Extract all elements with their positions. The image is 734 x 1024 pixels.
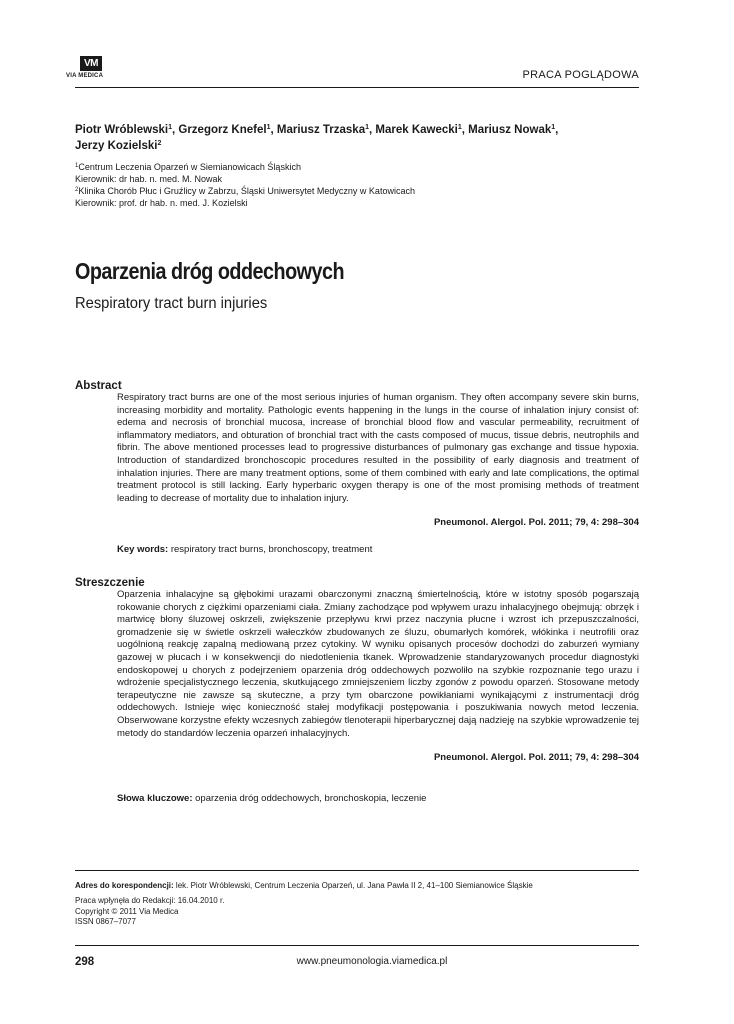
author: Jerzy Kozielski$^2$ [75, 140, 162, 152]
affiliation-line: $^2$Klinika Chorób Płuc i Gruźlicy w Zabrzu, Śląski Uniwersytet Medyczny w Katowicach [75, 186, 415, 196]
page-footer-divider [75, 945, 639, 946]
affiliations [75, 161, 635, 209]
author: Grzegorz Knefel$^1$ [178, 124, 271, 136]
copyright: Copyright © 2011 Via Medica [75, 906, 179, 916]
article-title-english: Respiratory tract burn injuries [75, 295, 268, 312]
correspondence-address [75, 880, 533, 891]
abstract-heading: Abstract [75, 380, 122, 392]
logo-text: VIA MEDICA [66, 73, 104, 79]
keywords-text: respiratory tract burns, bronchoscopy, treatment [170, 544, 373, 555]
affiliation-line: $^1$Centrum Leczenia Oparzeń w Siemianowicach Śląskich [75, 162, 301, 172]
correspondence-label: Adres do korespondencji: [75, 881, 174, 890]
article-title: Oparzenia dróg oddechowych [75, 258, 345, 284]
streszczenie-citation: Pneumonol. Alergol. Pol. 2011; 79, 4: 298–304 [433, 752, 639, 763]
slowa-kluczowe-label: Słowa kluczowe: [117, 793, 193, 804]
abstract-citation: Pneumonol. Alergol. Pol. 2011; 79, 4: 298–304 [433, 517, 639, 528]
header-divider [75, 87, 639, 88]
keywords-label: Key words: [117, 544, 169, 555]
author: Marek Kawecki$^1$ [375, 124, 462, 136]
keywords [117, 544, 372, 556]
journal-website: www.pneumonologia.viamedica.pl [296, 956, 448, 967]
affiliation-line: Kierownik: prof. dr hab. n. med. J. Kozielski [75, 198, 248, 208]
publication-info [75, 896, 224, 928]
received-date: Praca wpłynęła do Redakcji: 16.04.2010 r. [75, 896, 225, 905]
slowa-kluczowe-text: oparzenia dróg oddechowych, bronchoskopia, leczenie [195, 793, 427, 804]
author-list: Piotr Wróblewski$^1$, Grzegorz Knefel$^1$, Mariusz Trzaska$^1$, Marek Kawecki$^1$, Mariusz Nowak$^1$, Jerzy Kozielski$^2$ [75, 124, 559, 152]
article-type-label: PRACA POGLĄDOWA [522, 69, 639, 81]
logo-mark: VM [80, 56, 102, 71]
author: Mariusz Nowak$^1$ [468, 124, 556, 136]
issn: ISSN 0867–7077 [75, 917, 136, 926]
author: Mariusz Trzaska$^1$ [276, 124, 369, 136]
streszczenie-heading: Streszczenie [75, 577, 145, 589]
page-number: 298 [75, 956, 95, 968]
publisher-logo [66, 56, 126, 82]
affiliation-line: Kierownik: dr hab. n. med. M. Nowak [75, 174, 223, 184]
correspondence-text: lek. Piotr Wróblewski, Centrum Leczenia Oparzeń, ul. Jana Pawła II 2, 41–100 Siemianowice Śląskie [175, 881, 533, 890]
footer-divider [75, 870, 639, 871]
abstract-text: Respiratory tract burns are one of the most serious injuries of human organism. They often accompany severe skin burns, increasing morbidity and mortality. Pathologic events happening in the lungs in the course of inhalation injury consist of: edema and necrosis of bronchial mucosa, increase of bronchial blood flow and vascular permeability, recruitment of inflammatory mediators, and obturation of bronchial tract with the casts composed of mucus, tissue debris, neutrophils and fibrin. The above mentioned processes lead to progressive disturbances of pulmonary gas exchange and tissue hypoxia. Introduction of standardized bronchoscopic procedures resulted in the possibility of early diagnosis and treatment of inhalation injuries. There are many treatment options, some of them combined with early and late complications, the optimal treatment protocol is still lacking. Early hyperbaric oxygen therapy is one of the most promising methods of treatment leading to decrease of mortality due to inhalation injury. [117, 392, 639, 504]
author: Piotr Wróblewski$^1$ [75, 124, 172, 136]
streszczenie-text: Oparzenia inhalacyjne są głębokimi urazami obarczonymi znaczną śmiertelnością, które w istotny sposób pogarszają rokowanie chorych z ciężkimi oparzeniami ciała. Zmiany zachodzące pod wpływem urazu inhalacyjnego obejmują: obrzęk i martwicę błony śluzowej oskrzeli, zwiększenie przepływu krwi przez naczynia płucne i wzrost ich przepuszczalności, gromadzenie się w świetle oskrzeli wałeczków zbudowanych ze śluzu, obumarłych komórek, włókinka i neutrofili oraz uogólnioną reakcję zapalną mediowaną przez cytokiny. W wyniku opisanych procesów dochodzi do zaburzeń wymiany gazowej w płucach i w konsekwencji do niedotlenienia tkanek. Wprowadzenie standaryzowanych procedur diagnostyki endoskopowej u chorych z podejrzeniem oparzenia dróg oddechowych pozwoliło na szybkie rozpoznanie tego urazu i wdrożenie specjalistycznego leczenia, skutkującego zmniejszeniem liczby zgonów z powodu oparzeń. Stosowane metody terapeutyczne nie zawsze są skuteczne, a przy tym obarczone powikłaniami wynikającymi z instrumentacji dróg oddechowych. Istnieje więc konieczność stałej modyfikacji postępowania i poszukiwania nowych metod leczenia. Obserwowane korzystne efekty wczesnych zabiegów tlenoterapii hiperbarycznej dają nadzieję na szybkie wprowadzenie tej metody do standardów leczenia oparzeń inhalacyjnych. [117, 589, 639, 739]
slowa-kluczowe [117, 793, 426, 805]
